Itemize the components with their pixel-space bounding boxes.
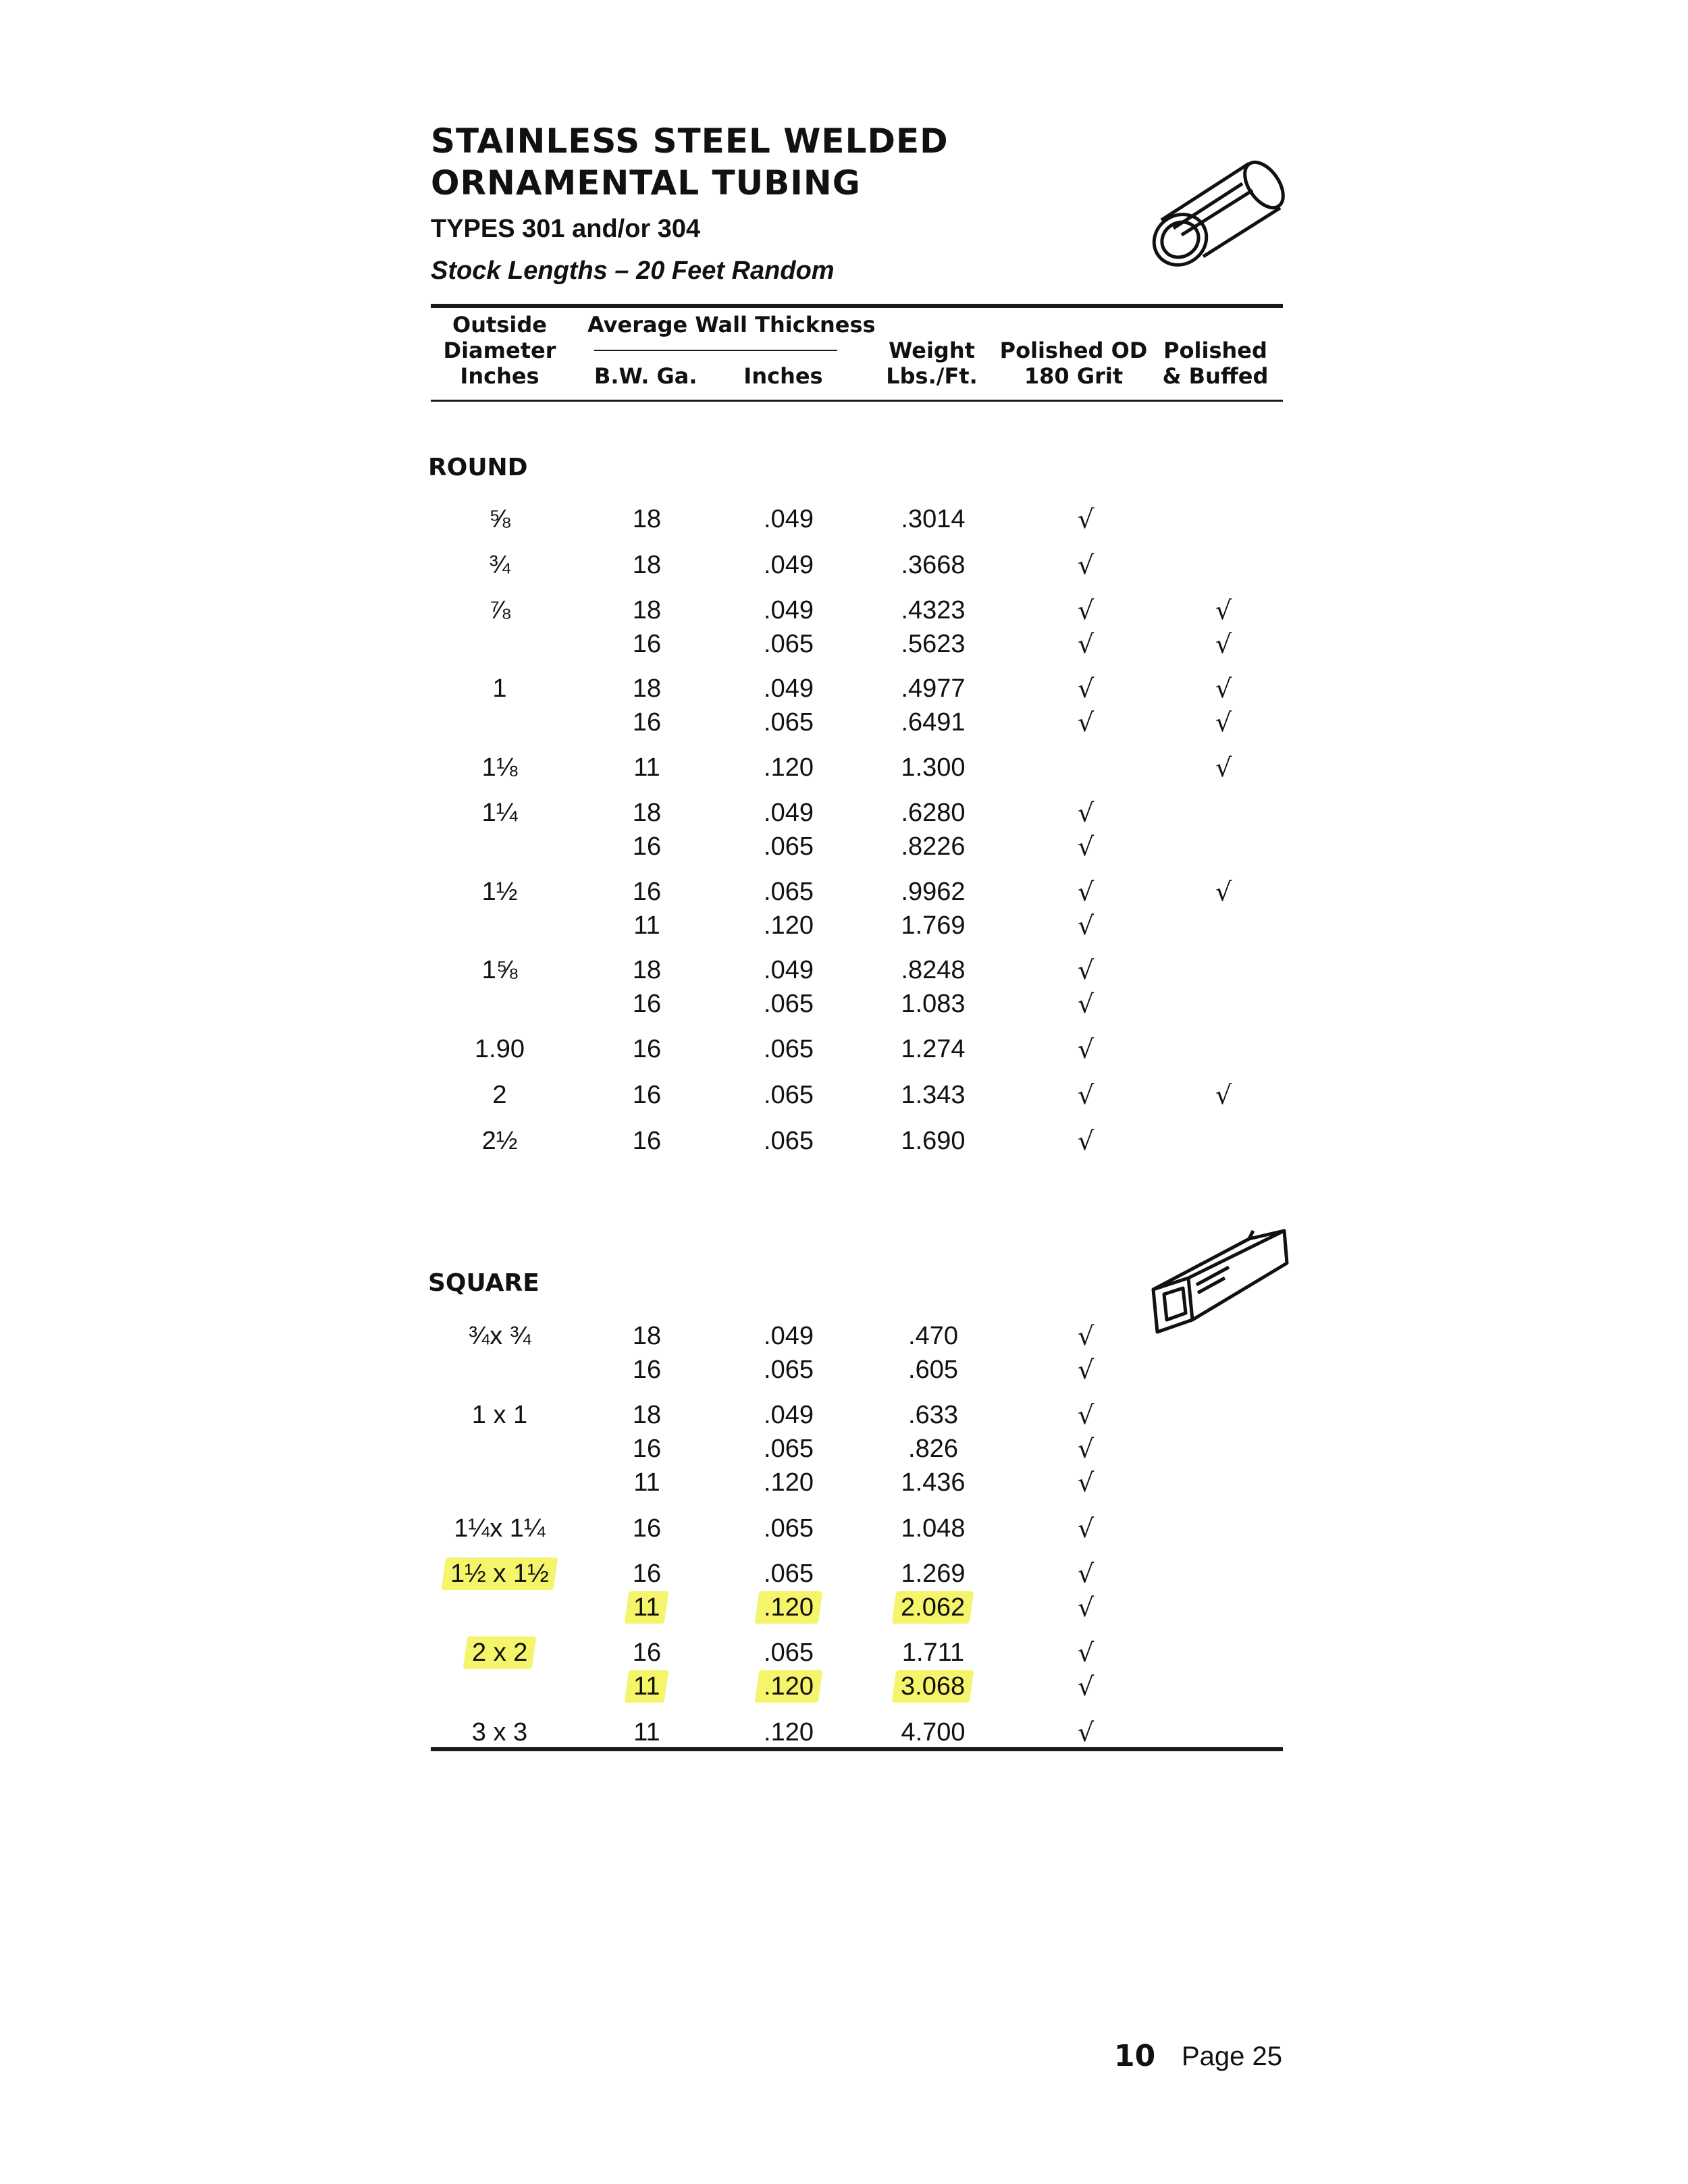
round-polished-od-check: √ <box>1078 708 1094 737</box>
round-wall-inches: .065 <box>764 990 814 1018</box>
round-gauge: 16 <box>632 990 662 1018</box>
square-gauge: 11 <box>633 1468 660 1497</box>
title-line-2: ORNAMENTAL TUBING <box>431 163 861 203</box>
subtitle: TYPES 301 and/or 304 <box>431 215 701 243</box>
round-weight: .5623 <box>901 630 966 658</box>
square-wall-inches: .065 <box>764 1356 814 1384</box>
square-tube-illustration <box>1148 1225 1290 1340</box>
square-weight: 4.700 <box>901 1718 966 1747</box>
square-polished-od-check: √ <box>1078 1672 1094 1701</box>
round-wall-inches: .049 <box>764 956 814 984</box>
section-square-label: SQUARE <box>428 1269 539 1297</box>
section-round-label: ROUND <box>428 454 528 481</box>
round-weight: 1.083 <box>901 990 966 1018</box>
round-wall-inches: .049 <box>764 551 814 579</box>
round-weight: .6280 <box>901 799 966 827</box>
square-size: 1¼x 1¼ <box>454 1514 546 1543</box>
square-polished-od-check: √ <box>1078 1355 1094 1385</box>
round-polished-od-check: √ <box>1078 550 1094 580</box>
square-wall-inches: .065 <box>764 1435 814 1463</box>
square-weight: .605 <box>908 1356 958 1384</box>
round-size: ⅞ <box>489 596 510 624</box>
round-size: 1⅝ <box>481 956 518 984</box>
square-gauge: 16 <box>632 1435 662 1463</box>
round-weight: .4977 <box>901 674 966 703</box>
round-size: 1.90 <box>475 1035 525 1063</box>
round-polished-od-check: √ <box>1078 1034 1094 1064</box>
square-wall-inches: .065 <box>764 1560 814 1588</box>
header-sub-rule <box>594 350 837 351</box>
square-size: 1½ x 1½ <box>439 1557 560 1590</box>
round-gauge: 18 <box>632 551 662 579</box>
square-polished-od-check: √ <box>1078 1514 1094 1543</box>
square-wall-inches: .065 <box>764 1639 814 1667</box>
square-wall-inches: .120 <box>764 1468 814 1497</box>
square-gauge: 16 <box>632 1514 662 1543</box>
round-size: ¾ <box>489 551 510 579</box>
square-polished-od-check: √ <box>1078 1468 1094 1497</box>
round-wall-inches: .065 <box>764 832 814 861</box>
round-wall-inches: .065 <box>764 1127 814 1155</box>
square-size: 2 x 2 <box>439 1636 560 1669</box>
square-polished-od-check: √ <box>1078 1321 1094 1351</box>
round-wall-inches: .049 <box>764 674 814 703</box>
stock-lengths-note: Stock Lengths – 20 Feet Random <box>431 257 835 285</box>
round-size: 1½ <box>481 878 518 906</box>
square-gauge: 16 <box>632 1639 662 1667</box>
round-gauge: 18 <box>632 596 662 624</box>
header-average-wall-thickness: Average Wall Thickness <box>587 312 876 338</box>
square-polished-od-check: √ <box>1078 1638 1094 1668</box>
header-gauge: B.W. Ga. <box>594 363 697 389</box>
square-size: 1 x 1 <box>471 1401 528 1429</box>
round-weight: .4323 <box>901 596 966 624</box>
square-weight: .826 <box>908 1435 958 1463</box>
square-wall-inches: .049 <box>764 1401 814 1429</box>
page-label: Page 25 <box>1182 2042 1283 2071</box>
round-wall-inches: .065 <box>764 878 814 906</box>
round-gauge: 16 <box>632 708 662 737</box>
round-polished-buffed-check: √ <box>1215 1080 1232 1110</box>
square-weight: .633 <box>908 1401 958 1429</box>
header-bottom-rule <box>431 400 1283 402</box>
square-weight: 2.062 <box>872 1591 994 1624</box>
square-gauge: 18 <box>632 1401 662 1429</box>
header-inches: Inches <box>743 363 823 389</box>
round-polished-od-check: √ <box>1078 798 1094 828</box>
square-wall-inches: .120 <box>728 1670 849 1703</box>
round-size: 2½ <box>481 1127 518 1155</box>
square-gauge: 11 <box>586 1591 708 1624</box>
round-weight: .8248 <box>901 956 966 984</box>
round-gauge: 11 <box>633 753 660 782</box>
round-gauge: 16 <box>632 1127 662 1155</box>
square-wall-inches: .120 <box>728 1591 849 1624</box>
square-gauge: 18 <box>632 1322 662 1350</box>
page-number: 10 <box>1114 2039 1156 2073</box>
round-gauge: 16 <box>632 1081 662 1109</box>
round-gauge: 16 <box>632 1035 662 1063</box>
round-wall-inches: .065 <box>764 708 814 737</box>
round-polished-od-check: √ <box>1078 832 1094 861</box>
header-outside-diameter: Outside Diameter Inches <box>443 312 556 389</box>
round-weight: .6491 <box>901 708 966 737</box>
square-size: ¾x ¾ <box>468 1322 531 1350</box>
round-gauge: 16 <box>632 630 662 658</box>
page-title <box>431 120 1173 204</box>
title-line-1: STAINLESS STEEL WELDED <box>431 122 949 161</box>
round-polished-od-check: √ <box>1078 877 1094 907</box>
header-top-rule <box>431 304 1283 308</box>
table-bottom-rule <box>431 1747 1283 1751</box>
square-weight: 1.436 <box>901 1468 966 1497</box>
round-gauge: 18 <box>632 674 662 703</box>
round-polished-buffed-check: √ <box>1215 877 1232 907</box>
square-weight: 1.711 <box>901 1639 965 1667</box>
square-polished-od-check: √ <box>1078 1434 1094 1464</box>
square-gauge: 16 <box>632 1356 662 1384</box>
square-gauge: 16 <box>632 1560 662 1588</box>
round-weight: .3014 <box>901 505 966 533</box>
round-size: ⅝ <box>489 505 510 533</box>
square-weight: 3.068 <box>872 1670 994 1703</box>
round-size: 1⅛ <box>481 753 518 782</box>
square-polished-od-check: √ <box>1078 1400 1094 1430</box>
round-weight: 1.769 <box>901 911 966 940</box>
round-wall-inches: .120 <box>764 911 814 940</box>
round-size: 2 <box>492 1081 507 1109</box>
round-weight: .8226 <box>901 832 966 861</box>
header-weight: Weight Lbs./Ft. <box>886 338 978 389</box>
round-polished-od-check: √ <box>1078 955 1094 985</box>
round-polished-buffed-check: √ <box>1215 708 1232 737</box>
round-gauge: 16 <box>632 878 662 906</box>
header-polished-buffed: Polished & Buffed <box>1162 338 1269 389</box>
round-polished-od-check: √ <box>1078 595 1094 625</box>
round-wall-inches: .049 <box>764 505 814 533</box>
round-polished-buffed-check: √ <box>1215 674 1232 703</box>
round-weight: 1.274 <box>901 1035 966 1063</box>
round-polished-od-check: √ <box>1078 911 1094 940</box>
round-wall-inches: .065 <box>764 630 814 658</box>
round-gauge: 18 <box>632 505 662 533</box>
square-weight: 1.269 <box>901 1560 966 1588</box>
square-gauge: 11 <box>586 1670 708 1703</box>
square-weight: .470 <box>908 1322 958 1350</box>
square-wall-inches: .120 <box>764 1718 814 1747</box>
square-polished-od-check: √ <box>1078 1717 1094 1747</box>
round-wall-inches: .049 <box>764 799 814 827</box>
square-gauge: 11 <box>633 1718 660 1747</box>
round-wall-inches: .049 <box>764 596 814 624</box>
round-weight: 1.690 <box>901 1127 966 1155</box>
round-polished-od-check: √ <box>1078 1080 1094 1110</box>
square-wall-inches: .065 <box>764 1514 814 1543</box>
round-gauge: 18 <box>632 956 662 984</box>
square-wall-inches: .049 <box>764 1322 814 1350</box>
round-weight: .3668 <box>901 551 966 579</box>
round-weight: 1.343 <box>901 1081 966 1109</box>
square-polished-od-check: √ <box>1078 1593 1094 1622</box>
round-polished-od-check: √ <box>1078 989 1094 1019</box>
round-weight: .9962 <box>901 878 966 906</box>
round-wall-inches: .065 <box>764 1035 814 1063</box>
round-polished-od-check: √ <box>1078 1126 1094 1156</box>
round-polished-buffed-check: √ <box>1215 595 1232 625</box>
round-polished-buffed-check: √ <box>1215 753 1232 782</box>
round-gauge: 18 <box>632 799 662 827</box>
round-gauge: 16 <box>632 832 662 861</box>
round-weight: 1.300 <box>901 753 966 782</box>
round-gauge: 11 <box>633 911 660 940</box>
round-polished-buffed-check: √ <box>1215 629 1232 659</box>
round-wall-inches: .065 <box>764 1081 814 1109</box>
round-size: 1 <box>492 674 507 703</box>
round-wall-inches: .120 <box>764 753 814 782</box>
square-size: 3 x 3 <box>471 1718 528 1747</box>
header-polished-od: Polished OD 180 Grit <box>999 338 1148 389</box>
round-tube-illustration <box>1141 155 1290 277</box>
round-polished-od-check: √ <box>1078 504 1094 534</box>
round-polished-od-check: √ <box>1078 629 1094 659</box>
square-weight: 1.048 <box>901 1514 966 1543</box>
round-polished-od-check: √ <box>1078 674 1094 703</box>
round-size: 1¼ <box>481 799 518 827</box>
square-polished-od-check: √ <box>1078 1559 1094 1589</box>
